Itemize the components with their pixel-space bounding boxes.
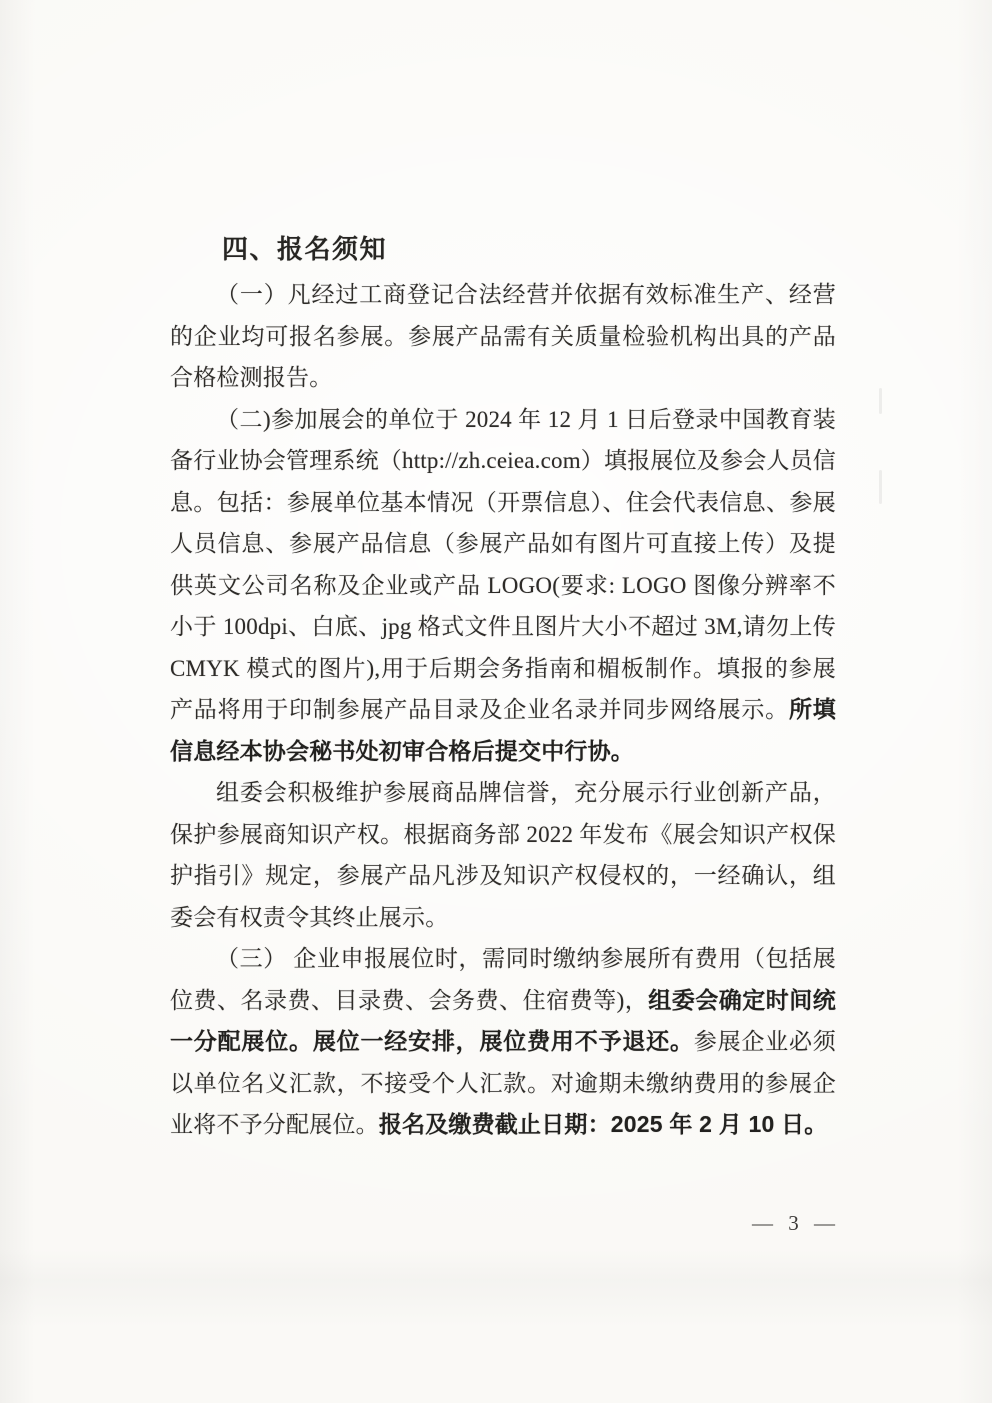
paragraph-text: （三） 企业申报展位时，需同时缴纳参展所有费用（包括展位费、名录费、目录费、会务费、住宿费等)， bbox=[170, 946, 836, 1013]
paragraph-text: 参展企业必须以单位名义汇款，不接受个人汇款。对逾期未缴纳费用的参展企业将不予分配展位。 bbox=[170, 1029, 837, 1137]
paragraph-text-emphasis: 组委会确定时间统一分配展位。展位一经安排，展位费用不予退还。 bbox=[170, 986, 836, 1054]
paragraph-registration-system bbox=[170, 399, 836, 773]
paragraph-fees-and-deadline bbox=[170, 938, 836, 1146]
paragraph-text: 组委会积极维护参展商品牌信誉，充分展示行业创新产品，保护参展商知识产权。根据商务部 2022 年发布《展会知识产权保护指引》规定，参展产品凡涉及知识产权侵权的，一经确认，组委会有权责令其终止展示。 bbox=[170, 780, 836, 930]
paragraph-text: （一）凡经过工商登记合法经营并依据有效标准生产、经营的企业均可报名参展。参展产品需有关质量检验机构出具的产品合格检测报告。 bbox=[170, 282, 836, 390]
scan-artifact-mark bbox=[879, 388, 882, 414]
paragraph-text-emphasis: 报名及缴费截止日期：2025 年 2 月 10 日。 bbox=[378, 1111, 828, 1137]
paragraph-text: （二)参加展会的单位于 2024 年 12 月 1 日后登录中国教育装备行业协会管理系统（http://zh.ceiea.com）填报展位及参会人员信息。包括：参展单位基本情况（开票信息）、住会代表信息、参展人员信息、参展产品信息（参展产品如有图片可直接上传）及提供英文公司名称及企业或产品 LOGO(要求: LOGO 图像分辨率不小于 100dpi、白底、jpg 格式文件且图片大小不超过 3M,请勿上传 CMYK 模式的图片),用于后期会务指南和楣板制作。填报的参展产品将用于印制参展产品目录及企业名录并同步网络展示。 bbox=[170, 406, 836, 722]
paragraph-registration-eligibility bbox=[170, 274, 836, 399]
paragraph-text-emphasis: 所填信息经本协会秘书处初审合格后提交中行协。 bbox=[170, 696, 836, 764]
scan-artifact-band bbox=[0, 1248, 992, 1328]
page-number: — 3 — bbox=[752, 1211, 840, 1235]
section-heading: 四、报名须知 bbox=[222, 234, 388, 264]
document-body bbox=[170, 227, 836, 1146]
scan-artifact-mark bbox=[879, 470, 882, 504]
paragraph-ip-protection bbox=[170, 772, 836, 938]
